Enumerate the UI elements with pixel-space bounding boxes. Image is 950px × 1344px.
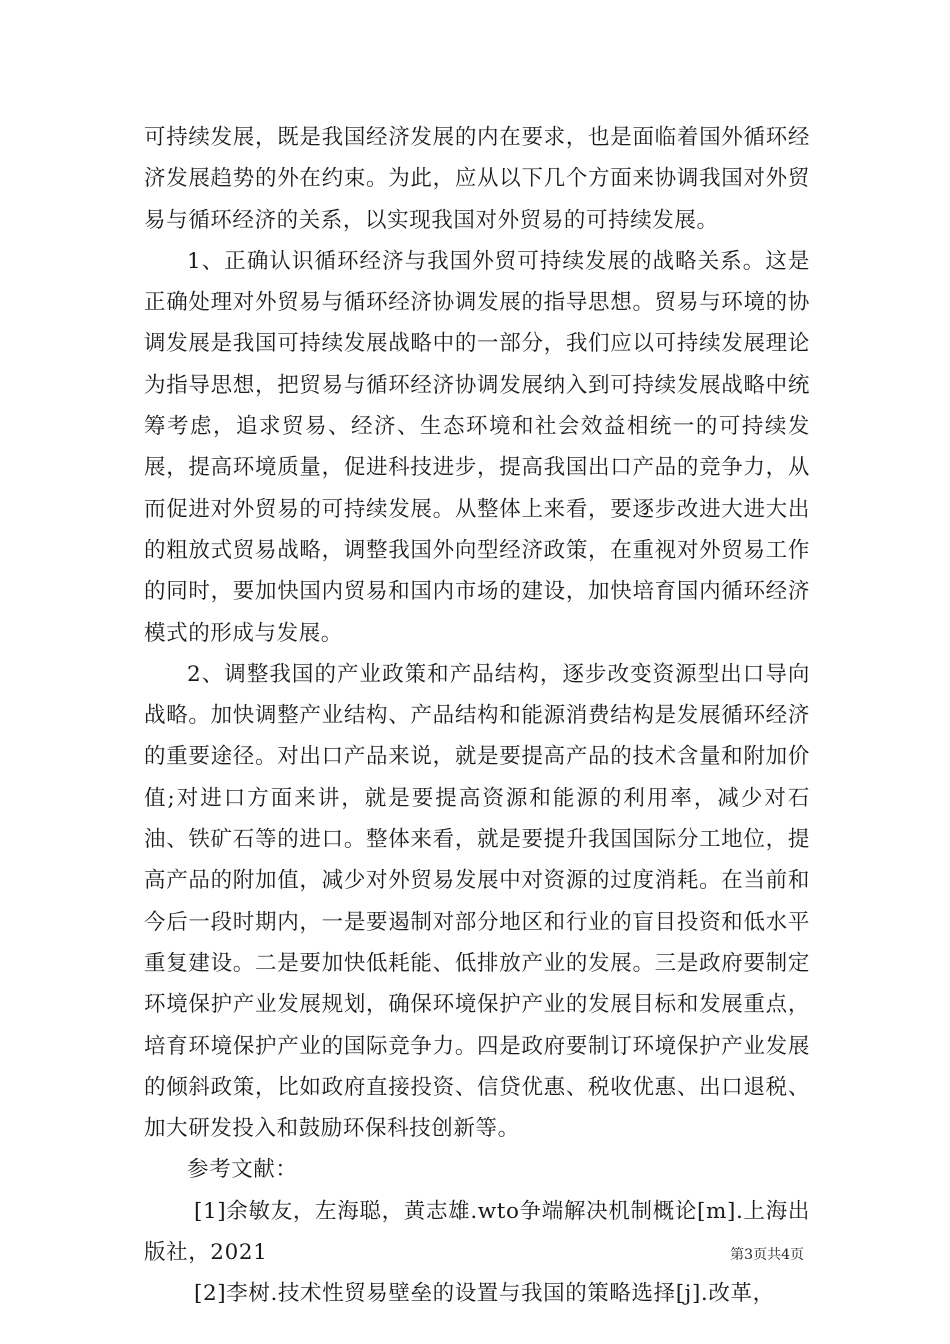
paragraph-intro: 可持续发展，既是我国经济发展的内在要求，也是面临着国外循环经济发展趋势的外在约束。为此，应从以下几个方面来协调我国对外贸易与循环经济的关系，以实现我国对外贸易的可持续发展。 [144, 125, 810, 233]
paragraph-point-1: 1、正确认识循环经济与我国外贸可持续发展的战略关系。这是正确处理对外贸易与循环经济协调发展的指导思想。贸易与环境的协调发展是我国可持续发展战略中的一部分，我们应以可持续发展理论为指导思想，把贸易与循环经济协调发展纳入到可持续发展战略中统筹考虑，追求贸易、经济、生态环境和社会效益相统一的可持续发展，提高环境质量，促进科技进步，提高我国出口产品的竞争力，从而促进对外贸易的可持续发展。从整体上来看，要逐步改进大进大出的粗放式贸易战略，调整我国外向型经济政策，在重视对外贸易工作的同时，要加快国内贸易和国内市场的建设，加快培育国内循环经济模式的形成与发展。 [144, 248, 810, 646]
reference-item-2: [2]李树.技术性贸易壁垒的设置与我国的策略选择[j].改革， [194, 1281, 775, 1307]
page-number-footer: 第3页共4页 [730, 1247, 804, 1263]
reference-item-1: [1]余敏友，左海聪，黄志雄.wto争端解决机制概论[m].上海出版社，2021 [144, 1198, 810, 1266]
paragraph-point-2: 2、调整我国的产业政策和产品结构，逐步改变资源型出口导向战略。加快调整产业结构、产品结构和能源消费结构是发展循环经济的重要途径。对出口产品来说，就是要提高产品的技术含量和附加价值;对进口方面来讲，就是要提高资源和能源的利用率，减少对石油、铁矿石等的进口。整体来看，就是要提升我国国际分工地位，提高产品的附加值，减少对外贸易发展中对资源的过度消耗。在当前和今后一段时期内，一是要遏制对部分地区和行业的盲目投资和低水平重复建设。二是要加快低耗能、低排放产业的发展。三是政府要制定环境保护产业发展规划，确保环境保护产业的发展目标和发展重点，培育环境保护产业的国际竞争力。四是政府要制订环境保护产业发展的倾斜政策，比如政府直接投资、信贷优惠、税收优惠、出口退税、加大研发投入和鼓励环保科技创新等。 [144, 661, 810, 1142]
document-body [144, 117, 810, 1315]
references-heading: 参考文献： [187, 1157, 298, 1183]
